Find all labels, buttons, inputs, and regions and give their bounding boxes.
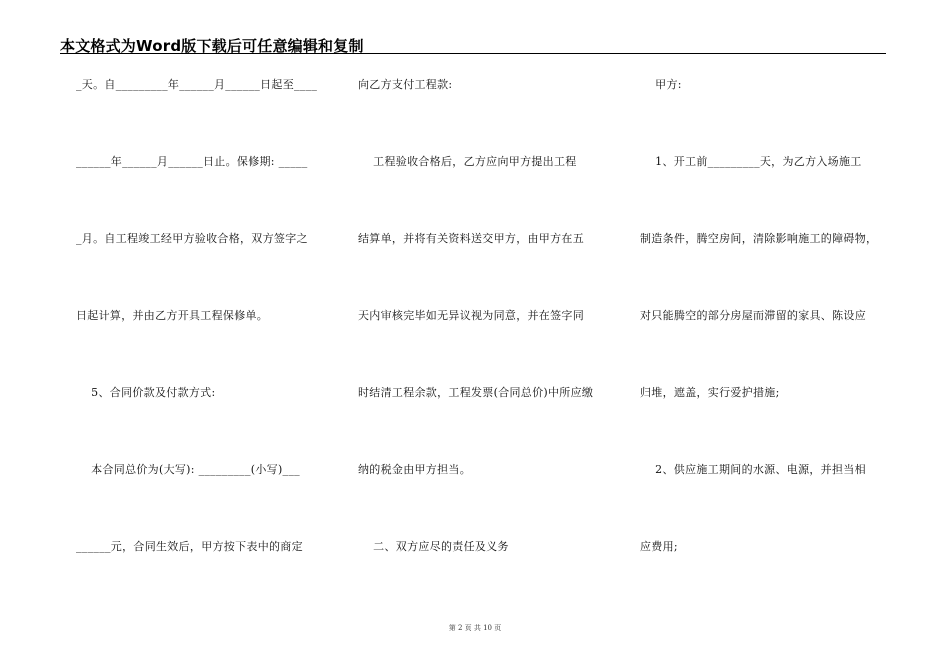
header-rule [60,53,886,54]
column-1-line-2: ______年______月______日止。保修期: _____ [76,155,308,168]
column-1-line-5: 5、合同价款及付款方式: [76,386,216,399]
column-2-line-2: 工程验收合格后，乙方应向甲方提出工程 [358,155,577,168]
column-1-line-1: _天。自_________年______月______日起至____ [76,78,318,91]
column-1-line-4: 日起计算，并由乙方开具工程保修单。 [76,309,269,322]
column-3-line-3: 制造条件，腾空房间，清除影响施工的障碍物， [640,232,878,245]
column-2-line-6: 纳的税金由甲方担当。 [358,463,471,476]
document-header-title: 本文格式为Word版下载后可任意编辑和复制 [60,37,364,55]
column-1-line-3: _月。自工程竣工经甲方验收合格，双方签字之 [76,232,308,245]
column-3-line-4: 对只能腾空的部分房屋而滞留的家具、陈设应 [640,309,866,322]
page-indicator: 第 2 页 共 10 页 [448,624,502,632]
column-2-line-7: 二、双方应尽的责任及义务 [358,540,509,553]
column-2-line-3: 结算单，并将有关资料送交甲方，由甲方在五 [358,232,584,245]
column-3-line-5: 归堆，遮盖，实行爱护措施; [640,386,780,399]
column-3-line-1: 甲方: [640,78,682,91]
column-3-line-7: 应费用; [640,540,678,553]
column-3-line-6: 2、供应施工期间的水源、电源，并担当相 [640,463,866,476]
column-2-line-1: 向乙方支付工程款: [358,78,453,91]
column-1-line-6: 本合同总价为(大写): _________(小写)___ [76,463,300,476]
column-2-line-5: 时结清工程余款，工程发票(合同总价)中所应缴 [358,386,594,399]
column-3-line-2: 1、开工前_________天，为乙方入场施工 [640,155,862,168]
column-2-line-4: 天内审核完毕如无异议视为同意，并在签字同 [358,309,584,322]
column-1-line-7: ______元，合同生效后，甲方按下表中的商定 [76,540,303,553]
